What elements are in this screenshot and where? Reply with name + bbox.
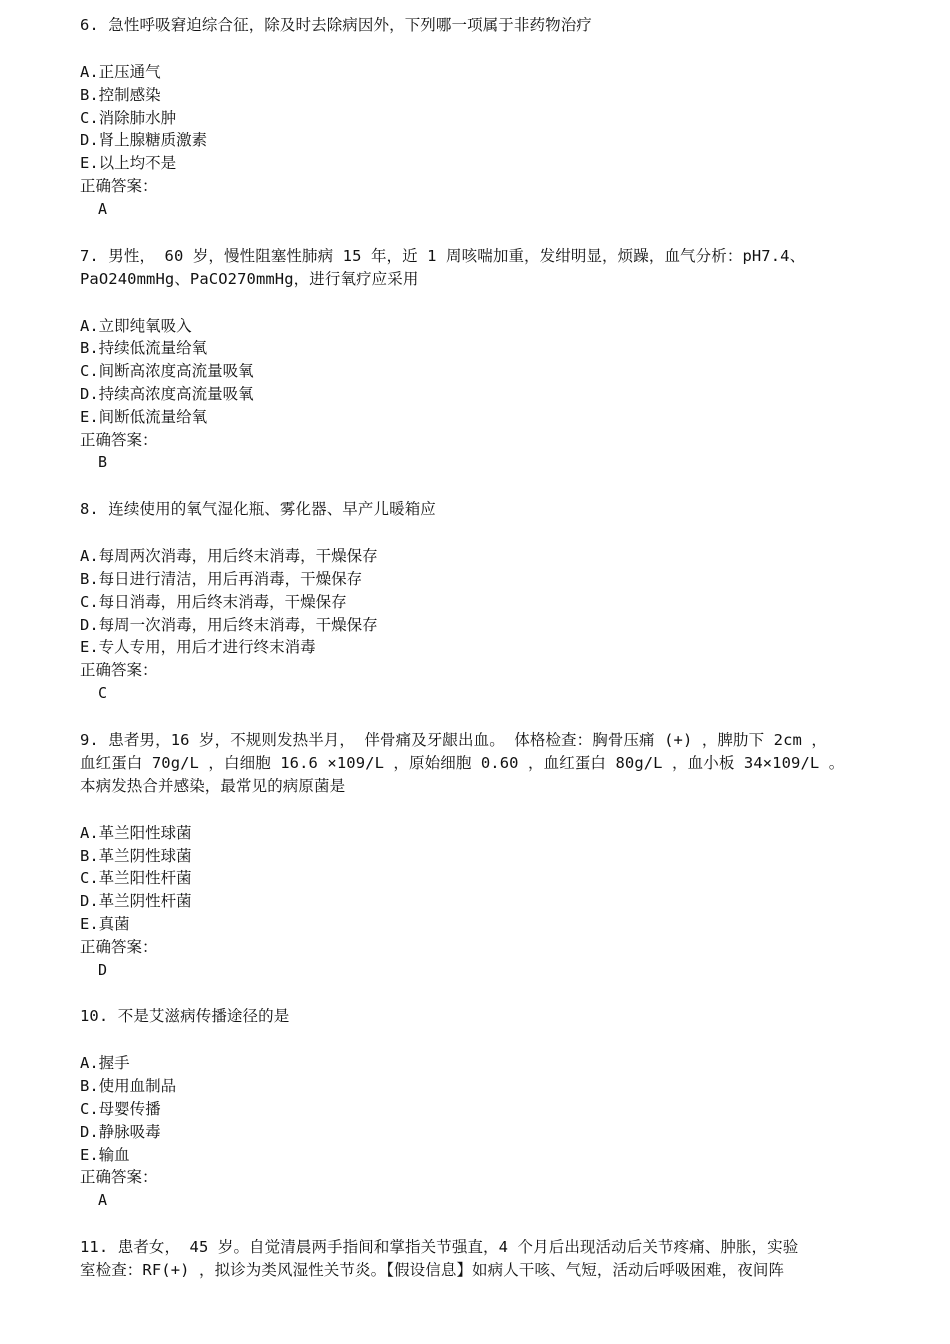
option-d: D.持续高浓度高流量吸氧 bbox=[80, 384, 254, 403]
option-c: C.消除肺水肿 bbox=[80, 108, 177, 127]
answer-label: 正确答案： bbox=[80, 1168, 158, 1187]
answer-label: 正确答案： bbox=[80, 937, 158, 956]
option-d: D.静脉吸毒 bbox=[80, 1122, 161, 1141]
option-e: E.专人专用，用后才进行终末消毒 bbox=[80, 638, 316, 657]
option-d: D.每周一次消毒，用后终末消毒，干燥保存 bbox=[80, 615, 378, 634]
option-b: B.革兰阴性球菌 bbox=[80, 846, 192, 865]
question-9 bbox=[80, 729, 880, 1006]
option-d: D.肾上腺糖质激素 bbox=[80, 131, 208, 150]
answer-label: 正确答案： bbox=[80, 430, 158, 449]
option-e: E.间断低流量给氧 bbox=[80, 407, 208, 426]
option-c: C.革兰阳性杆菌 bbox=[80, 869, 192, 888]
question-stem: 9. 患者男，16 岁，不规则发热半月， 伴骨痛及牙龈出血。 体格检查：胸骨压痛 (+) ，脾肋下 2cm ， 血红蛋白 70g/L ，白细胞 16.6 ×109/L ，原始细胞 0.60 ，血红蛋白 80g/L ，血小板 34×109/L 。 本病发热合并感染，最常见的病原菌是 bbox=[80, 730, 845, 795]
option-b: B.控制感染 bbox=[80, 85, 161, 104]
answer-value: C bbox=[98, 683, 108, 702]
option-a: A.每周两次消毒，用后终末消毒，干燥保存 bbox=[80, 547, 378, 566]
question-stem: 11. 患者女， 45 岁。自觉清晨两手指间和掌指关节强直，4 个月后出现活动后关节疼痛、肿胀，实验 室检查：RF(+) ，拟诊为类风湿性关节炎。【假设信息】如病人干咳、气短，活动后呼吸困难，夜间阵 bbox=[80, 1237, 799, 1279]
answer-value: B bbox=[98, 453, 108, 472]
option-a: A.正压通气 bbox=[80, 63, 161, 81]
question-6 bbox=[80, 14, 880, 245]
option-b: B.使用血制品 bbox=[80, 1077, 177, 1096]
option-c: C.每日消毒，用后终末消毒，干燥保存 bbox=[80, 592, 347, 611]
document-page bbox=[80, 14, 880, 1282]
question-7 bbox=[80, 245, 880, 499]
option-b: B.持续低流量给氧 bbox=[80, 339, 208, 358]
option-c: C.间断高浓度高流量吸氧 bbox=[80, 362, 254, 381]
question-stem: 6. 急性呼吸窘迫综合征，除及时去除病因外，下列哪一项属于非药物治疗 bbox=[80, 16, 592, 34]
option-e: E.以上均不是 bbox=[80, 154, 177, 173]
answer-label: 正确答案： bbox=[80, 176, 158, 195]
option-c: C.母婴传播 bbox=[80, 1099, 161, 1118]
option-a: A.立即纯氧吸入 bbox=[80, 316, 192, 335]
option-d: D.革兰阴性杆菌 bbox=[80, 892, 192, 911]
answer-value: A bbox=[98, 1191, 108, 1210]
answer-label: 正确答案： bbox=[80, 661, 158, 680]
answer-value: D bbox=[98, 960, 108, 979]
option-a: A.握手 bbox=[80, 1054, 130, 1073]
question-stem: 7. 男性， 60 岁，慢性阻塞性肺病 15 年，近 1 周咳喘加重，发绀明显，烦躁，血气分析：pH7.4、 PaO240mmHg、PaCO270mmHg，进行氧疗应采用 bbox=[80, 246, 806, 288]
option-a: A.革兰阳性球菌 bbox=[80, 823, 192, 842]
question-10 bbox=[80, 1005, 880, 1236]
option-b: B.每日进行清洁，用后再消毒，干燥保存 bbox=[80, 569, 363, 588]
question-stem: 10. 不是艾滋病传播途径的是 bbox=[80, 1007, 290, 1026]
question-11 bbox=[80, 1236, 880, 1282]
answer-value: A bbox=[98, 199, 108, 218]
question-8 bbox=[80, 498, 880, 729]
option-e: E.真菌 bbox=[80, 914, 130, 933]
option-e: E.输血 bbox=[80, 1145, 130, 1164]
question-stem: 8. 连续使用的氧气湿化瓶、雾化器、早产儿暖箱应 bbox=[80, 500, 436, 519]
